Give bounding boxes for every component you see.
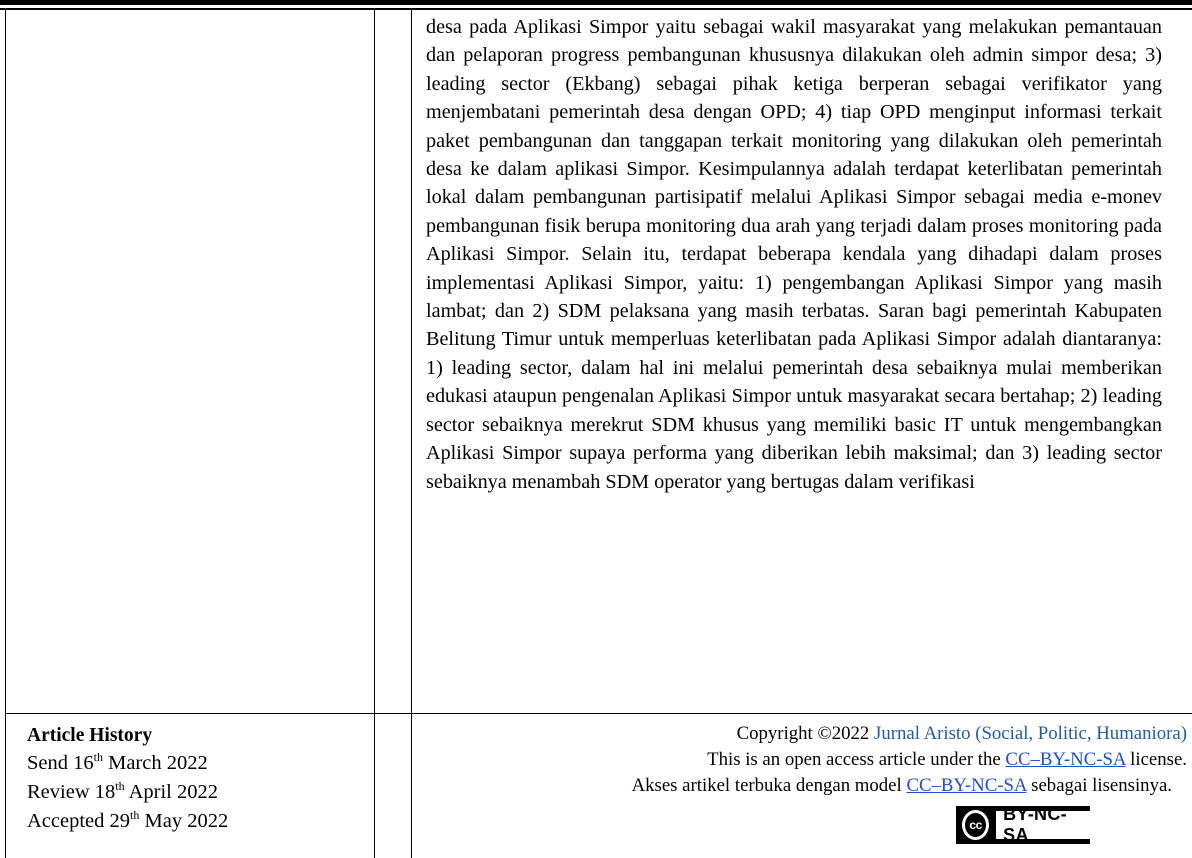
- journal-name: Jurnal Aristo (Social, Politic, Humaniora): [874, 723, 1187, 744]
- license-link[interactable]: CC–BY-NC-SA: [1005, 749, 1126, 770]
- creative-commons-icon: cc: [962, 810, 989, 840]
- article-history: [27, 722, 367, 836]
- copyright-line: Copyright ©2022 Jurnal Aristo (Social, Politic, Humaniora): [736, 723, 1187, 744]
- table-row-divider: [5, 713, 1192, 714]
- history-review: Review 18th April 2022: [27, 779, 218, 803]
- history-send: Send 16th March 2022: [27, 750, 208, 774]
- header-rule-thick: [0, 0, 1192, 5]
- history-accepted: Accepted 29th May 2022: [27, 808, 229, 832]
- table-divider-1: [374, 10, 375, 858]
- table-border-left: [5, 10, 6, 858]
- cc-license-badge[interactable]: [956, 806, 1090, 844]
- license-link-id[interactable]: CC–BY-NC-SA: [906, 775, 1027, 796]
- abstract-text: desa pada Aplikasi Simpor yaitu sebagai wakil masyarakat yang melakukan pemantauan dan pelaporan progress pembangunan khususnya dilakukan oleh admin simpor desa; 3) leading sector (Ekbang) sebagai pihak ketiga berperan sebagai verifikator yang menjembatani pemerintah desa dengan OPD; 4) tiap OPD menginput informasi terkait paket pembangunan dan tanggapan terkait monitoring yang dilakukan oleh pemerintah desa ke dalam aplikasi Simpor. Kesimpulannya adalah terdapat keterlibatan pemerintah lokal dalam pembangunan partisipatif melalui Aplikasi Simpor sebagai media e-monev pembangunan fisik berupa monitoring dua arah yang terjadi dalam proses monitoring pada Aplikasi Simpor. Selain itu, terdapat beberapa kendala yang dihadapi dalam proses implementasi Aplikasi Simpor, yaitu: 1) pengembangan Aplikasi Simpor yang masih lambat; dan 2) SDM pelaksana yang masih terbatas. Saran bagi pemerintah Kabupaten Belitung Timur untuk memperluas keterlibatan pada Aplikasi Simpor adalah diantaranya: 1) leading sector, dalam hal ini melalui pemerintah desa sebaiknya mulai memberikan edukasi ataupun pengenalan Aplikasi Simpor untuk masyarakat secara bertahap; 2) leading sector sebaiknya merekrut SDM khusus yang memiliki basic IT untuk mengembangkan Aplikasi Simpor supaya performa yang diberikan lebih maksimal; dan 3) leading sector sebaiknya menambah SDM operator yang bertugas dalam verifikasi: [426, 16, 1162, 493]
- article-history-title: Article History: [27, 725, 153, 746]
- license-line-en: This is an open access article under the CC–BY-NC-SA license.: [707, 749, 1187, 770]
- badge-label: BY-NC-SA: [996, 811, 1090, 839]
- header-rule-thin: [0, 8, 1192, 10]
- copyright-block: [410, 721, 1187, 799]
- license-line-id: Akses artikel terbuka dengan model CC–BY-NC-SA sebagai lisensinya.: [631, 775, 1172, 796]
